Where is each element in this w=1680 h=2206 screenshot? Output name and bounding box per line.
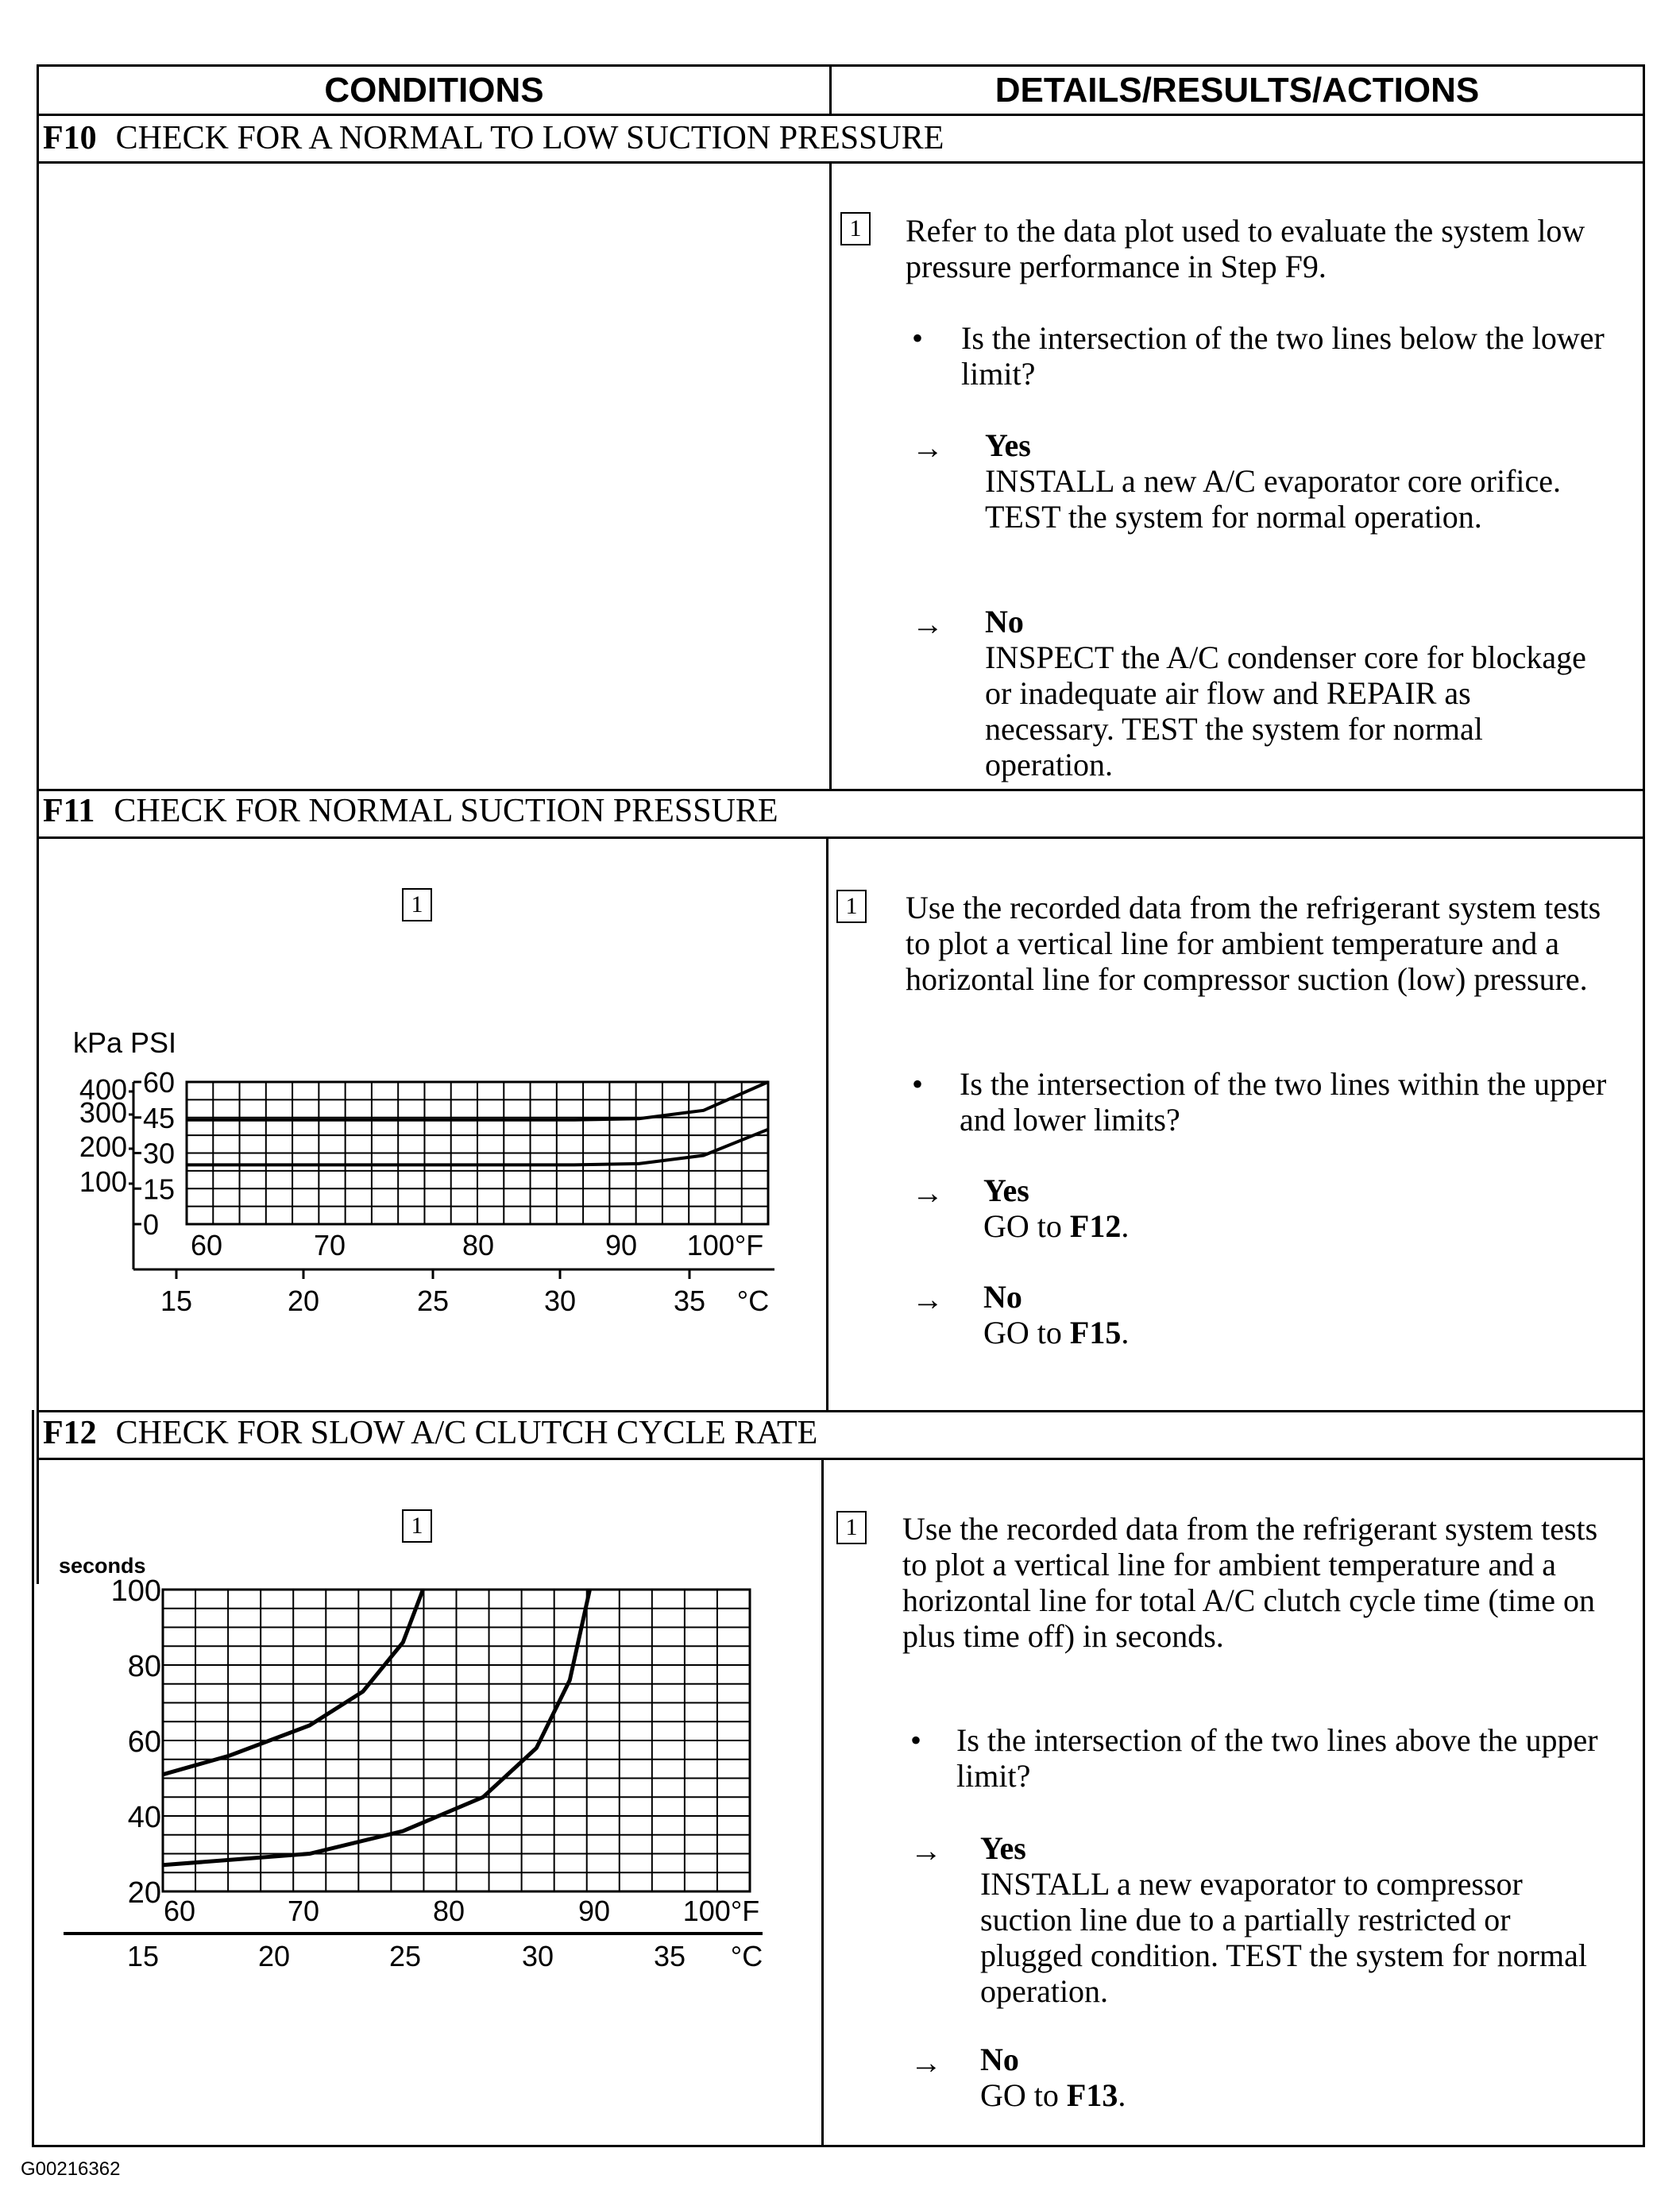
arrow-right-icon: →: [912, 1281, 944, 1317]
y-tick-label: 40: [127, 1801, 161, 1834]
f11-section-title: [43, 792, 778, 830]
x-tick-label-c: 20: [257, 1940, 291, 1972]
x-tick-label-f: 60: [163, 1895, 196, 1927]
x-tick-label-c: 35: [653, 1940, 686, 1972]
x-tick-label-c: 20: [287, 1285, 320, 1317]
f10-question: Is the intersection of the two lines below the lower limit?: [961, 320, 1605, 392]
x-tick-label-c: 15: [126, 1940, 160, 1972]
x-tick-label-c: 30: [543, 1285, 577, 1317]
y-tick-label-kpa: 100: [79, 1165, 127, 1198]
y-tick-label-kpa: 400: [79, 1073, 127, 1106]
y-tick-label-psi: 30: [143, 1137, 176, 1170]
f11-yes-target: F12: [1069, 1208, 1122, 1244]
x-tick-label-f: 80: [432, 1895, 465, 1927]
f10-code: F10: [43, 120, 97, 156]
f12-yes-block: [980, 1830, 1616, 2009]
bullet-icon: •: [912, 320, 924, 356]
f10-section-title: [43, 119, 944, 157]
y-tick-label-kpa: 200: [79, 1130, 127, 1163]
f10-yes-text: INSTALL a new A/C evaporator core orifice. TEST the system for normal operation.: [985, 463, 1562, 535]
bullet-icon: •: [910, 1722, 922, 1758]
x-tick-label-f: 70: [287, 1895, 320, 1927]
f11-no-target: F15: [1069, 1315, 1122, 1350]
limit-curve-lower: [163, 1590, 590, 1865]
x-tick-label-c: °C: [730, 1940, 763, 1972]
x-tick-label-c: 15: [160, 1285, 193, 1317]
x-tick-label-f: 80: [462, 1229, 495, 1261]
x-tick-label-c: 30: [521, 1940, 554, 1972]
f11-no-go: GO to: [983, 1315, 1070, 1350]
x-tick-label-f: 100°F: [686, 1229, 764, 1261]
f10-instruction: Refer to the data plot used to evaluate the system low pressure performance in Step F9.: [906, 213, 1585, 284]
arrow-right-icon: →: [912, 430, 944, 466]
x-tick-label-c: 25: [388, 1940, 422, 1972]
y-tick-label-psi: 60: [143, 1066, 176, 1099]
f10-step-box: 1: [840, 212, 871, 245]
y-tick-label: 20: [127, 1876, 161, 1910]
f11-no-label: No: [983, 1279, 1022, 1315]
f12-instruction: Use the recorded data from the refrigerant system tests to plot a vertical line for ambient temperature and a horizontal line for total A/C clutch cycle time (time on plus time off) in seconds.: [902, 1511, 1598, 1654]
x-tick-label-f: 90: [604, 1229, 638, 1261]
f11-instruction: Use the recorded data from the refrigerant system tests to plot a vertical line for ambient temperature and a horizontal line for compressor suction (low) pressure.: [906, 890, 1601, 997]
f11-yes-label: Yes: [983, 1173, 1029, 1208]
y-tick-label-psi: 15: [143, 1173, 176, 1206]
f12-question: Is the intersection of the two lines above the upper limit?: [956, 1722, 1598, 1794]
f12-no-target: F13: [1066, 2077, 1118, 2113]
f11-yes-block: Yes GO to F12.: [983, 1173, 1539, 1244]
f10-yes-block: [985, 427, 1589, 535]
f12-title: CHECK FOR SLOW A/C CLUTCH CYCLE RATE: [115, 1415, 818, 1451]
f12-no-go: GO to: [980, 2077, 1067, 2113]
f11-question: Is the intersection of the two lines within the upper and lower limits?: [960, 1066, 1607, 1138]
details-header: DETAILS/RESULTS/ACTIONS: [994, 71, 1480, 110]
y-tick-label: 80: [127, 1650, 161, 1683]
f12-no-block: No GO to F13.: [980, 2042, 1536, 2113]
y-tick-label-psi: 45: [143, 1101, 176, 1134]
suction-pressure-chart: [48, 1017, 794, 1343]
f11-yes-go: GO to: [983, 1208, 1070, 1244]
f10-title: CHECK FOR A NORMAL TO LOW SUCTION PRESSURE: [115, 120, 944, 156]
x-tick-label-c: °C: [736, 1285, 770, 1317]
conditions-header: CONDITIONS: [324, 71, 544, 110]
arrow-right-icon: →: [910, 2045, 942, 2080]
arrow-right-icon: →: [912, 606, 944, 642]
y-axis-label: seconds: [59, 1554, 146, 1578]
f11-title: CHECK FOR NORMAL SUCTION PRESSURE: [114, 793, 778, 829]
bullet-icon: •: [912, 1066, 924, 1102]
y-tick-label: 100: [110, 1574, 161, 1608]
f10-no-block: [985, 604, 1605, 782]
f11-no-block: No GO to F15.: [983, 1279, 1539, 1350]
x-tick-label-f: 70: [313, 1229, 346, 1261]
x-tick-label-c: 35: [673, 1285, 706, 1317]
f12-no-label: No: [980, 2042, 1019, 2077]
figure-id: G00216362: [21, 2158, 121, 2180]
f10-no-text: INSPECT the A/C condenser core for blockage or inadequate air flow and REPAIR as necessary. TEST the system for normal operation.: [985, 639, 1586, 782]
arrow-right-icon: →: [912, 1175, 944, 1211]
x-tick-label-f: 90: [577, 1895, 611, 1927]
f10-yes-label: Yes: [985, 427, 1031, 463]
x-tick-label-f: 60: [190, 1229, 223, 1261]
y-tick-label: 60: [127, 1725, 161, 1759]
f11-step-box: 1: [836, 890, 867, 923]
y-axis-label: kPa PSI: [73, 1026, 177, 1059]
f10-no-label: No: [985, 604, 1024, 639]
f11-figure-box: 1: [402, 888, 432, 921]
x-tick-label-c: 25: [416, 1285, 450, 1317]
f12-figure-box: 1: [402, 1509, 432, 1543]
f11-code: F11: [43, 793, 95, 829]
f12-yes-text: INSTALL a new evaporator to compressor suction line due to a partially restricted or plugged condition. TEST the system for normal operation.: [980, 1866, 1587, 2009]
f12-yes-label: Yes: [980, 1830, 1026, 1866]
clutch-cycle-chart: [48, 1549, 794, 1972]
f12-step-box: 1: [836, 1511, 867, 1544]
f12-section-title: [43, 1414, 817, 1452]
f12-code: F12: [43, 1415, 97, 1451]
x-tick-label-f: 100°F: [682, 1895, 760, 1927]
y-tick-label-psi: 0: [143, 1208, 160, 1241]
arrow-right-icon: →: [910, 1833, 942, 1868]
y-tick-label-kpa: 300: [79, 1096, 127, 1129]
